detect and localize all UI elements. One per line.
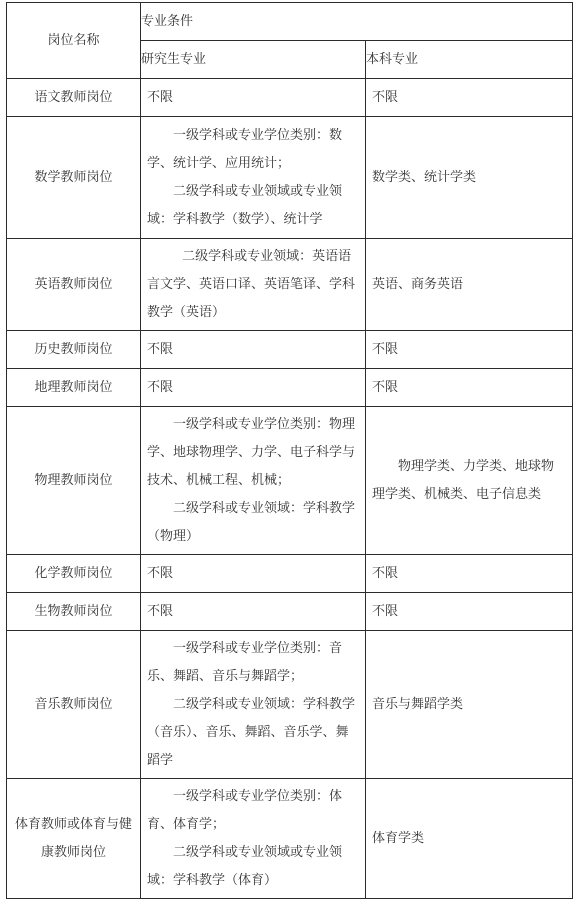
table-row [7,239,573,331]
position-name: 地理教师岗位 [7,369,141,407]
graduate-major [141,117,366,239]
table-row [7,779,573,899]
header-position-name: 岗位名称 [7,3,141,79]
undergrad-major: 数学类、统计学类 [366,117,573,239]
undergrad-major: 不限 [366,331,573,369]
undergrad-major: 不限 [366,369,573,407]
graduate-major-line: 二级学科或专业领域：学科教学（物理） [147,500,356,544]
table-row [7,593,573,631]
table-row [7,555,573,593]
table-row [7,117,573,239]
graduate-major: 不限 [141,79,366,117]
header-conditions: 专业条件 [141,3,573,41]
header-graduate: 研究生专业 [141,41,366,79]
undergrad-major: 不限 [366,555,573,593]
position-name: 英语教师岗位 [7,239,141,331]
graduate-major [141,239,366,331]
graduate-major-line: 一级学科或专业学位类别：物理学、地球物理学、力学、电子科学与技术、机械工程、机械； [147,416,356,488]
graduate-major-line: 一级学科或专业学位类别：音乐、舞蹈、音乐与舞蹈学； [147,640,343,684]
table-row [7,331,573,369]
undergrad-major: 不限 [366,79,573,117]
graduate-major: 不限 [141,555,366,593]
undergrad-major: 英语、商务英语 [366,239,573,331]
graduate-major-line: 一级学科或专业学位类别：数学、统计学、应用统计； [147,127,343,171]
undergrad-major [366,407,573,555]
graduate-major: 不限 [141,593,366,631]
requirements-table [6,2,573,899]
table-row [7,407,573,555]
position-name: 语文教师岗位 [7,79,141,117]
position-name: 物理教师岗位 [7,407,141,555]
undergrad-major: 体育学类 [366,779,573,899]
header-row [7,3,573,41]
table-row [7,369,573,407]
graduate-major-line: 二级学科或专业领域：英语语言文学、英语口译、英语笔译、学科教学（英语） [147,248,356,320]
table-row [7,631,573,779]
graduate-major: 不限 [141,369,366,407]
graduate-major-line: 二级学科或专业领域或专业领域：学科教学（体育） [147,844,343,888]
graduate-major [141,407,366,555]
graduate-major: 不限 [141,331,366,369]
undergrad-major-line: 物理学类、力学类、地球物理学类、机械类、电子信息类 [372,458,555,502]
undergrad-major: 不限 [366,593,573,631]
position-name: 历史教师岗位 [7,331,141,369]
graduate-major-line: 二级学科或专业领域：学科教学（音乐）、音乐、舞蹈、音乐学、舞蹈学 [147,696,356,768]
undergrad-major: 音乐与舞蹈学类 [366,631,573,779]
graduate-major-line: 一级学科或专业学位类别：体育、体育学； [147,788,343,832]
graduate-major [141,631,366,779]
position-name: 音乐教师岗位 [7,631,141,779]
graduate-major [141,779,366,899]
table-row [7,79,573,117]
graduate-major-line: 二级学科或专业领域或专业领域：学科教学（数学）、统计学 [147,183,343,227]
position-name: 体育教师或体育与健康教师岗位 [7,779,141,899]
header-undergrad: 本科专业 [366,41,573,79]
position-name: 数学教师岗位 [7,117,141,239]
position-name: 生物教师岗位 [7,593,141,631]
position-name: 化学教师岗位 [7,555,141,593]
